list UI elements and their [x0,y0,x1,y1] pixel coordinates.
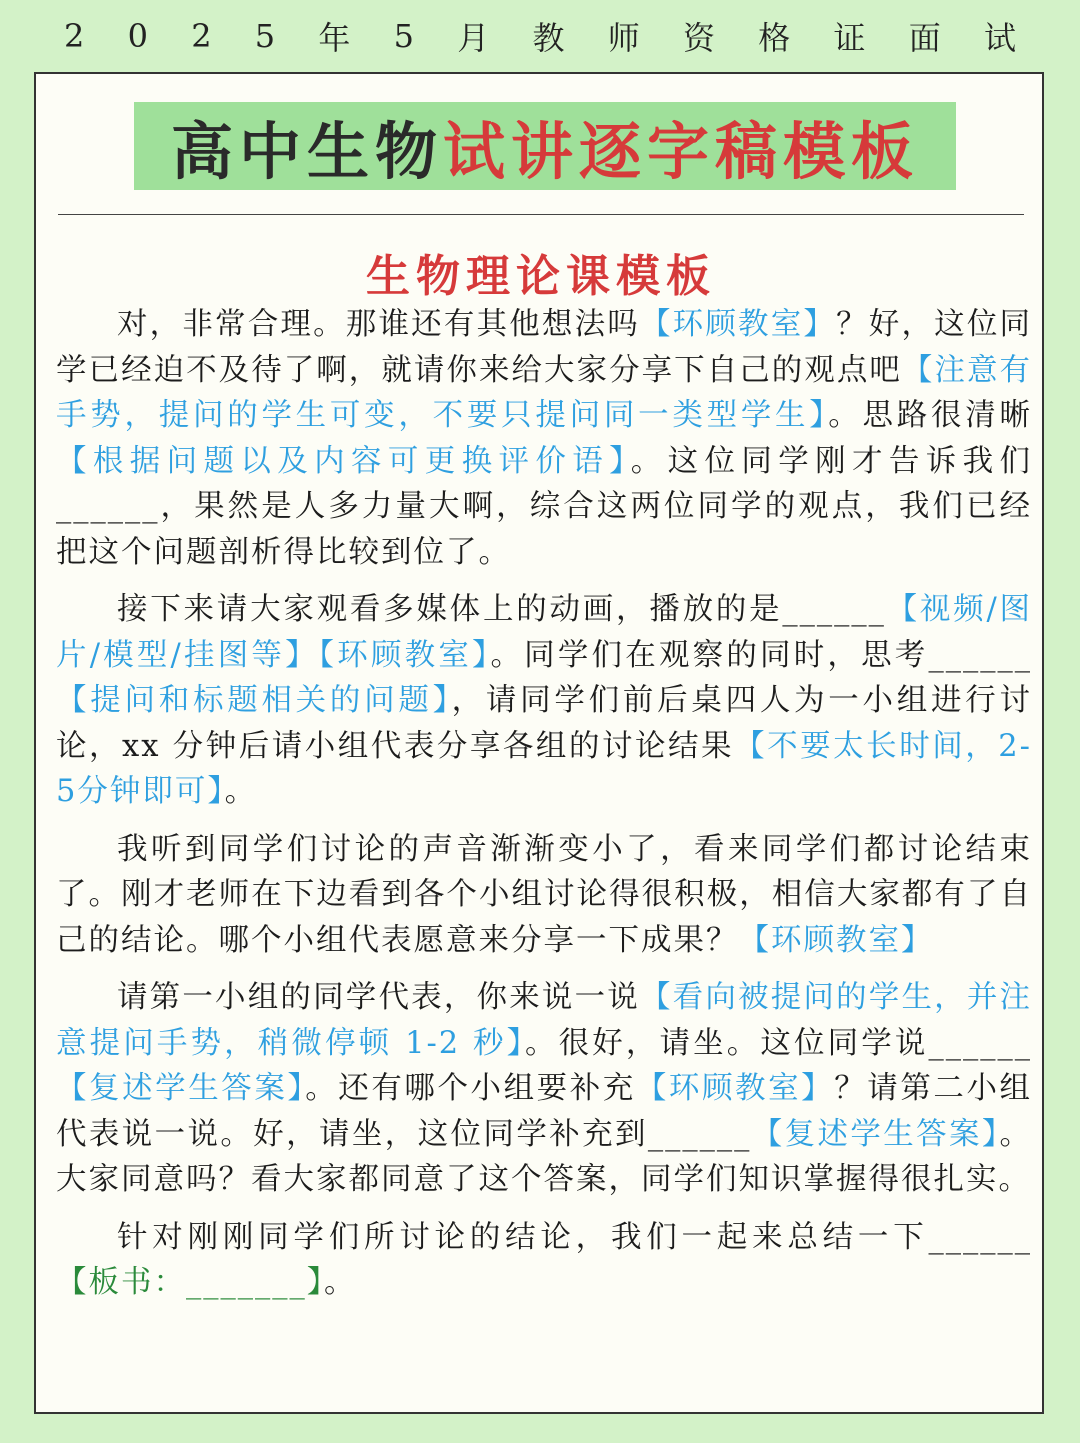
script-text: 。 [224,774,258,809]
title-part-subject: 高中生物 [170,114,443,188]
script-text: 。 [324,1265,357,1300]
header-char: 月 [457,19,490,57]
header-char: 证 [833,19,866,57]
header-char: 0 [127,17,148,55]
script-paragraph [56,827,1032,964]
document-card [34,72,1044,1414]
header-char: 资 [682,19,715,57]
section-title: 生物理论课模板 [366,251,716,302]
script-paragraph [56,975,1032,1203]
script-text: 。很好，请坐。这位同学说______ [525,1025,1032,1061]
header-char: 面 [908,19,941,57]
header-char: 2 [64,17,85,55]
header-char: 5 [254,17,276,55]
script-text: 。这位同学刚才告诉我们______，果然是人多力量大啊，综合这两位同学的观点，我们已经把这个问题剖析得比较到位了。 [56,443,1032,570]
stage-direction: 【看向被提问的学生，并注意提问手势，稍微停顿 1-2 秒】 [56,980,1033,1061]
script-text: 对，非常合理。那谁还有其他想法吗 [117,307,640,342]
script-text: 。同学们在观察的同时，思考______ [490,637,1032,673]
script-paragraph [56,587,1032,815]
header-banner [0,0,1080,72]
script-body [56,302,1032,1318]
script-text: ？好，这位同学已经迫不及待了啊，就请你来给大家分享下自己的观点吧 [56,307,1033,388]
stage-direction: 【复述学生答案】 [56,1071,306,1106]
page-title [134,102,956,190]
stage-direction: 【复述学生答案】 [751,1116,1000,1152]
stage-direction: 【环顾教室】 [635,1071,835,1106]
script-text: 。大家同意吗？看大家都同意了这个答案，同学们知识掌握得很扎实。 [56,1116,1033,1197]
stage-direction: 【注意有手势，提问的学生可变，不要只提问同一类型学生】 [56,352,1033,433]
script-text: 接下来请大家观看多媒体上的动画，播放的是______ [117,592,886,627]
script-paragraph [56,1215,1032,1306]
script-text: 。还有哪个小组要补充 [305,1071,636,1106]
header-char: 师 [607,19,640,57]
header-char: 试 [983,19,1016,57]
script-text: ，请同学们前后桌四人为一小组进行讨论，xx 分钟后请小组代表分享各组的讨论结果 [56,683,1033,764]
script-text: 。思路很清晰 [828,398,1033,433]
script-text: ？请第二小组代表说一说。好，请坐，这位同学补充到______ [56,1071,1033,1152]
stage-direction: 【根据问题以及内容可更换评价语】 [56,443,631,479]
header-char: 年 [318,19,351,57]
stage-direction: 【不要太长时间，2-5分钟即可】 [56,728,1032,809]
header-char: 格 [758,19,791,57]
header-char: 2 [191,17,212,55]
script-text: 请第一小组的同学代表，你来说一说 [117,980,640,1015]
stage-direction: 【视频/图片/模型/挂图等】【环顾教室】 [56,592,1032,673]
script-text: 我听到同学们讨论的声音渐渐变小了，看来同学们都讨论结束了。刚才老师在下边看到各个小组讨论得很积极，相信大家都有了自己的结论。哪个小组代表愿意来分享一下成果？ [56,831,1032,958]
title-part-template: 试讲逐字稿模板 [443,114,920,188]
board-note: 【板书：_______】 [56,1265,324,1300]
divider [58,214,1024,215]
script-text: 针对刚刚同学们所讨论的结论，我们一起来总结一下______ [117,1219,1032,1255]
stage-direction: 【提问和标题相关的问题】 [56,683,452,718]
stage-direction: 【环顾教室】 [639,307,837,342]
stage-direction: 【环顾教室】 [738,922,934,958]
script-paragraph [56,302,1032,575]
header-char: 5 [393,17,414,55]
header-char: 教 [532,19,565,57]
